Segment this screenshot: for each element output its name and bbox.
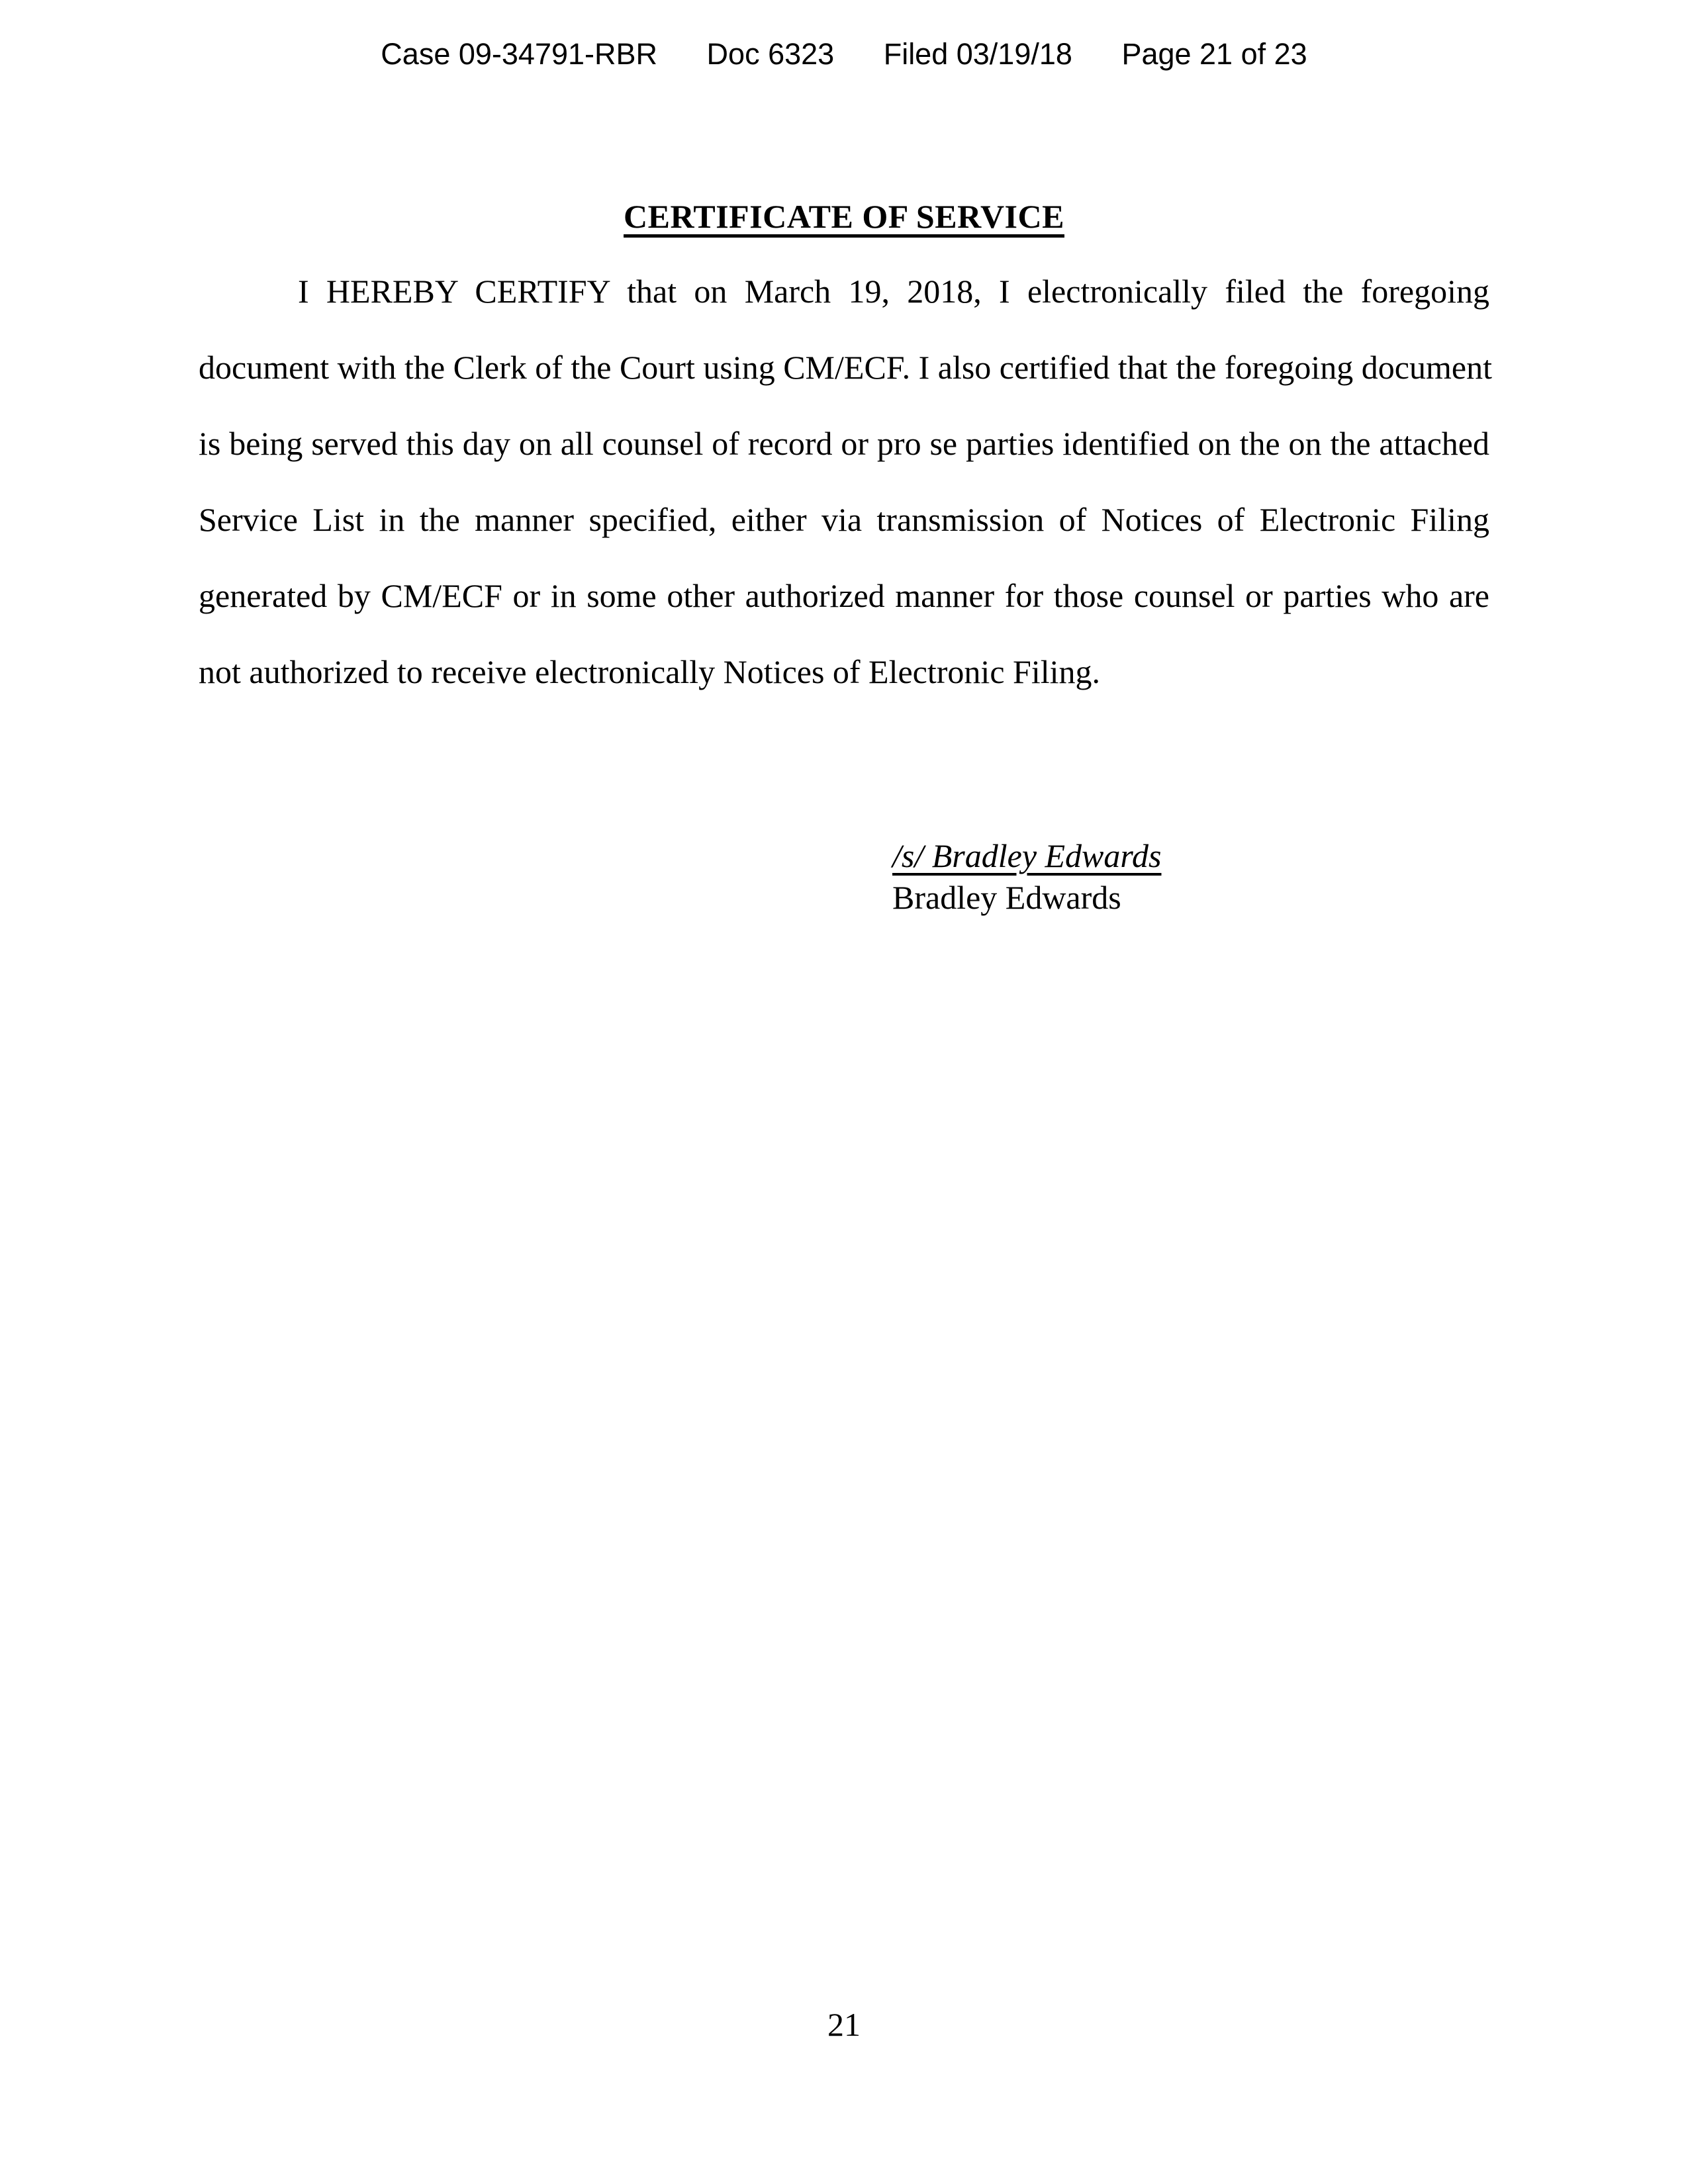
body-line-2: document with the Clerk of the Court using CM/ECF. I also certified that the foregoing document: [199, 349, 1492, 386]
document-title: [0, 197, 1688, 236]
signature-s-line: /s/ Bradley Edwards: [892, 837, 1162, 874]
header-case-number: Case 09-34791-RBR: [381, 37, 658, 71]
body-line-5: generated by CM/ECF or in some other authorized manner for those counsel or parties who are: [199, 577, 1489, 614]
signature-block: [892, 835, 1161, 919]
header-page-info: Page 21 of 23: [1121, 37, 1307, 71]
page-number: 21: [827, 2006, 861, 2043]
body-line-3: is being served this day on all counsel of record or pro se parties identified on the on the attached: [199, 425, 1489, 462]
document-title-text: CERTIFICATE OF SERVICE: [624, 198, 1064, 235]
body-line-6: not authorized to receive electronically Notices of Electronic Filing.: [199, 653, 1100, 690]
header-doc-number: Doc 6323: [706, 37, 835, 71]
body-line-1: I HEREBY CERTIFY that on March 19, 2018, I electronically filed the foregoing: [298, 273, 1489, 310]
case-header: [0, 37, 1688, 71]
signature-name: Bradley Edwards: [892, 879, 1121, 916]
header-filed-date: Filed 03/19/18: [883, 37, 1072, 71]
certificate-paragraph: [199, 253, 1492, 710]
body-line-4: Service List in the manner specified, either via transmission of Notices of Electronic Filing: [199, 501, 1489, 538]
